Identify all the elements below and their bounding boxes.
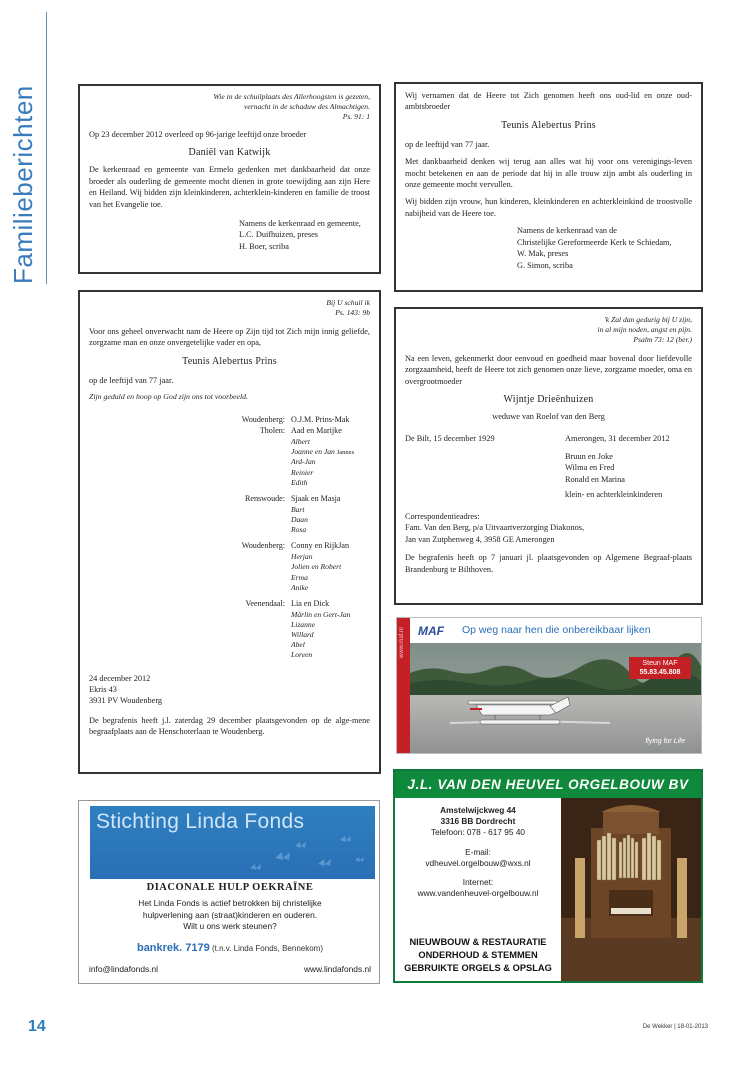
deceased-name: Wijntje Drieënhuizen — [503, 394, 594, 406]
linda-web-link[interactable]: www.lindafonds.nl — [303, 964, 371, 974]
linda-fonds-ad[interactable] — [78, 800, 380, 984]
signature: Namens de kerkenraad van de Christelijke Gereformeerde Kerk te Schiedam, W. Mak, preses G. Simon, scriba — [517, 226, 672, 270]
maf-logo: MAF — [418, 624, 444, 638]
notice-katwijk — [78, 84, 381, 274]
notice-dates: De Bilt, 15 december 1929 Amerongen, 31 december 2012 — [405, 433, 670, 443]
notice-motto: Zijn geduld en hoop op God zijn ons tot voorbeeld. — [89, 392, 248, 402]
linda-banner-title: Stichting Linda Fonds — [96, 810, 305, 833]
notice-prins-family — [78, 290, 381, 774]
signature: Namens de kerkenraad en gemeente, L.C. Duifhuizen, preses H. Boer, scriba — [239, 219, 361, 251]
section-rule — [46, 12, 47, 284]
orgelbouw-title: J.L. VAN DEN HEUVEL ORGELBOUW BV — [395, 771, 701, 798]
maf-slogan: Op weg naar hen die onbereikbaar lijken — [462, 624, 651, 636]
notice-intro: Voor ons geheel onverwacht nam de Heere op Zijn tijd tot Zich mijn innig geliefde, zorgzame man en onze onvergetelijke vader en opa, — [89, 327, 370, 348]
section-title: Familieberichten — [8, 85, 38, 284]
maf-donate-badge[interactable]: Steun MAF 55.83.45.808 — [629, 657, 691, 679]
notice-funeral: De begrafenis heeft j.l. zaterdag 29 december plaatsgevonden op de alge-mene begraafplaats aan de Henschoterlaan te Woudenberg. — [89, 715, 370, 737]
maf-ad[interactable] — [396, 617, 702, 754]
notice-body: Wij bidden zijn vrouw, hun kinderen, kleinkinderen en achterkleinkind de troostvolle nabijheid van de Heere toe. — [405, 197, 692, 218]
orgelbouw-contact: Amstelwijckweg 44 3316 BB Dordrecht Telefoon: 078 - 617 95 40 E-mail: vdheuvel.orgelbouw@wxs.nl Internet: www.vandenheuvel-orgelbouw.nl — [395, 805, 561, 899]
organ-photo — [561, 798, 701, 981]
orgelbouw-ad[interactable] — [393, 769, 703, 983]
maf-header — [410, 618, 702, 643]
notice-address: 24 december 2012 Ekris 43 3931 PV Woudenberg — [89, 673, 163, 706]
maf-tagline: flying for Life — [645, 738, 685, 745]
linda-footer — [89, 964, 371, 974]
notice-funeral: De begrafenis heeft op 7 januari jl. plaatsgevonden op Algemene Begraaf-plaats Brandenburg te Bilthoven. — [405, 553, 692, 574]
deceased-name: Teunis Alebertus Prins — [182, 355, 277, 367]
notice-prins-schiedam — [394, 82, 703, 292]
linda-bank: bankrek. 7179 (t.n.v. Linda Fonds, Bennekom) — [136, 942, 324, 954]
orgelbouw-services: NIEUWBOUW & RESTAURATIE ONDERHOUD & STEMMEN GEBRUIKTE ORGELS & OPSLAG — [404, 937, 552, 974]
family-list: Woudenberg: O.J.M. Prins-Mak Tholen: Aad en Marijke Albert Joanne en Jan Jannes Ard-Jan Reinier Edith Renswoude: Sjaak en Masja Bart Daan Rosa Woudenberg: Conny en RijkJan Herjan Jolien en Robert Erma Anike Veenendaal: Lia en Dick Mårlin en Gert-Jan Lizanne Willard Abel Loreen — [241, 414, 355, 660]
linda-email-link[interactable]: info@lindafonds.nl — [89, 964, 159, 974]
verse: Bij U schuil ik Ps. 143: 9b — [326, 298, 370, 318]
notice-age: op de leeftijd van 77 jaar. — [89, 375, 174, 385]
page-footer: De Wekker | 18-01-2013 — [642, 1024, 708, 1030]
children-list: Bruun en Joke Wilma en Fred Ronald en Marina klein- en achterkleinkinderen — [565, 452, 663, 500]
linda-banner — [90, 806, 375, 879]
deceased-name: Teunis Alebertus Prins — [501, 119, 596, 131]
widow-line: weduwe van Roelof van den Berg — [492, 412, 605, 422]
correspondence: Correspondentieadres: Fam. Van den Berg, p/a Uitvaartverzorging Diakonos, Jan van Zutphenweg 4, 3958 GE Amerongen — [405, 511, 585, 544]
page-number: 14 — [28, 1018, 46, 1035]
notice-intro: Na een leven, gekenmerkt door eenvoud en goedheid maar bovenal door liefdevolle zorgzaamheid, heeft de Heere tot zich genomen onze lieve, zorgzame moeder, oma en overgrootmoeder — [405, 354, 692, 386]
maf-url: www.maf.nl — [399, 627, 405, 658]
linda-text: Het Linda Fonds is actief betrokken bij christelijke hulpverlening aan (straat)kinderen en ouderen. Wilt u ons werk steunen? — [138, 898, 322, 932]
notice-intro: Wij vernamen dat de Heere tot Zich genomen heeft ons oud-lid en onze oud-ambtsbroeder — [405, 91, 692, 112]
notice-body: De kerkenraad en gemeente van Ermelo gedenken met dankbaarheid dat onze broeder als ouderling de gemeente mocht dienen in grote toewijding aan zijn Here en Heiland. Wij bidden zijn kleinkinderen, achterklein-kinderen en familie de troost van het Evangelie toe. — [89, 165, 370, 209]
verse: Wie in de schuilplaats des Allerhoogsten is gezeten, vernacht in de schaduw des Almachtigen. Ps. 91: 1 — [213, 92, 370, 122]
notice-intro: Op 23 december 2012 overleed op 96-jarige leeftijd onze broeder — [89, 130, 307, 140]
notice-age: op de leeftijd van 77 jaar. — [405, 139, 490, 149]
deceased-name: Daniël van Katwijk — [188, 147, 271, 159]
orgelbouw-email-link[interactable]: vdheuvel.orgelbouw@wxs.nl — [425, 857, 531, 868]
linda-subtitle: DIACONALE HULP OEKRAÏNE — [146, 882, 314, 893]
verse: 'k Zal dan gedurig bij U zijn, in al mijn noden, angst en pijn. Psalm 73: 12 (ber.) — [597, 315, 692, 345]
orgelbouw-web-link[interactable]: www.vandenheuvel-orgelbouw.nl — [417, 888, 539, 899]
notice-body: Met dankbaarheid denken wij terug aan alles wat hij voor ons verenigings-leven mocht betekenen en aan de periode dat hij in alle trouw zijn ambt als ouderling in onze gemeente mocht vervullen. — [405, 157, 692, 189]
notice-driehuizen — [394, 307, 703, 605]
